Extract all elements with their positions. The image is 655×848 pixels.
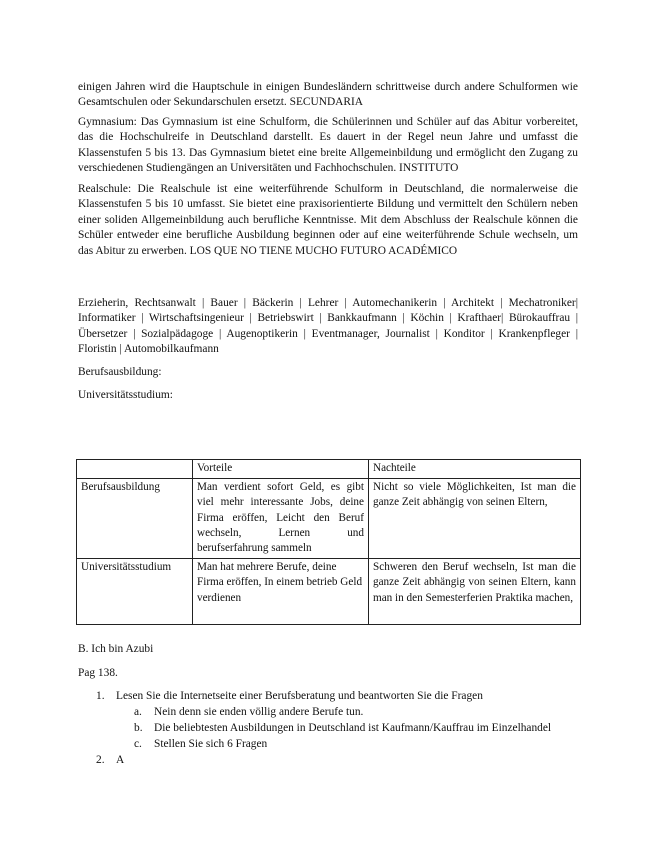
list-item-text: Lesen Sie die Internetseite einer Berufsberatung und beantworten Sie die Fragen	[116, 690, 483, 702]
comparison-table	[76, 459, 581, 625]
header-cell-nachteile: Nachteile	[369, 460, 581, 479]
exercise-item-2	[96, 753, 124, 768]
list-item-text: Die beliebtesten Ausbildungen in Deutschland ist Kaufmann/Kauffrau im Einzelhandel	[154, 722, 552, 734]
list-number: 2.	[96, 754, 105, 766]
list-number: 1.	[96, 690, 105, 702]
sub-item-a	[134, 705, 363, 720]
header-cell-vorteile: Vorteile	[193, 460, 369, 479]
universitaetsstudium-label: Universitätsstudium:	[78, 389, 173, 401]
section-b-heading: B. Ich bin Azubi	[78, 643, 154, 655]
hauptschule-paragraph: einigen Jahren wird die Hauptschule in einigen Bundesländern schrittweise durch andere Schulformen wie Gesamtschulen oder Sekundarschulen ersetzt. SECUNDARIA	[78, 81, 578, 109]
header-cell-empty	[77, 460, 193, 479]
cell-nachteile-universitaetsstudium: Schweren den Beruf wechseln, Ist man die ganze Zeit abhängig von seinen Eltern, kann man in den Semesterferien Praktika machen,	[369, 559, 581, 625]
row-label-berufsausbildung: Berufsausbildung	[77, 479, 193, 559]
cell-vorteile-universitaetsstudium: Man hat mehrere Berufe, deine Firma eröffen, In einem betrieb Geld verdienen	[193, 559, 369, 625]
list-item-text: Stellen Sie sich 6 Fragen	[154, 738, 268, 750]
professions-list: Erzieherin, Rechtsanwalt | Bauer | Bäckerin | Lehrer | Automechanikerin | Architekt | Mechatroniker| Informatiker | Wirtschaftsingenieur | Betriebswirt | Bankkaufmann | Köchin | Krafthaer| Bürokauffrau | Übersetzer | Sozialpädagoge | Augenoptikerin | Eventmanager, Journalist | Konditor | Krankenpfleger | Floristin | Automobilkaufmann	[78, 297, 578, 356]
list-item-text: Nein denn sie enden völlig andere Berufe tun.	[154, 706, 364, 718]
berufsausbildung-label: Berufsausbildung:	[78, 366, 162, 378]
list-item-text: A	[116, 754, 125, 766]
page-reference: Pag 138.	[78, 667, 118, 679]
list-marker: b.	[134, 722, 143, 734]
realschule-paragraph: Realschule: Die Realschule ist eine weiterführende Schulform in Deutschland, die normalerweise die Klassenstufen 5 bis 10 umfasst. Sie bietet eine praxisorientierte Bildung und vermittelt den Schülern neben einer soliden Allgemeinbildung auch berufliche Kenntnisse. Mit dem Abschluss der Realschule können die Schüler entweder eine berufliche Ausbildung beginnen oder auf eine weiterführende Schule wechseln, um das Abitur zu erwerben. LOS QUE NO TIENE MUCHO FUTURO ACADÉMICO	[78, 183, 578, 257]
list-marker: c.	[134, 738, 142, 750]
sub-item-c	[134, 737, 267, 752]
cell-nachteile-berufsausbildung: Nicht so viele Möglichkeiten, Ist man die ganze Zeit abhängig von seinen Eltern,	[369, 479, 581, 559]
sub-item-b	[134, 721, 551, 736]
cell-vorteile-berufsausbildung: Man verdient sofort Geld, es gibt viel mehr interessante Jobs, deine Firma eröffen, Leicht den Beruf wechseln, Lernen und berufserfahrung sammeln	[193, 479, 369, 559]
table-row	[77, 559, 581, 625]
gymnasium-paragraph: Gymnasium: Das Gymnasium ist eine Schulform, die Schülerinnen und Schüler auf das Abitur vorbereitet, das die Hochschulreife in Deutschland darstellt. Es dauert in der Regel neun Jahre und umfasst die Klassenstufen 5 bis 13. Das Gymnasium bietet eine breite Allgemeinbildung und ermöglicht den Zugang zu verschiedenen Studiengängen an Universitäten und Fachhochschulen. INSTITUTO	[78, 116, 578, 175]
exercise-item-1	[96, 689, 483, 704]
list-marker: a.	[134, 706, 142, 718]
row-label-universitaetsstudium: Universitätsstudium	[77, 559, 193, 625]
table-row	[77, 479, 581, 559]
table-header-row	[77, 460, 581, 479]
